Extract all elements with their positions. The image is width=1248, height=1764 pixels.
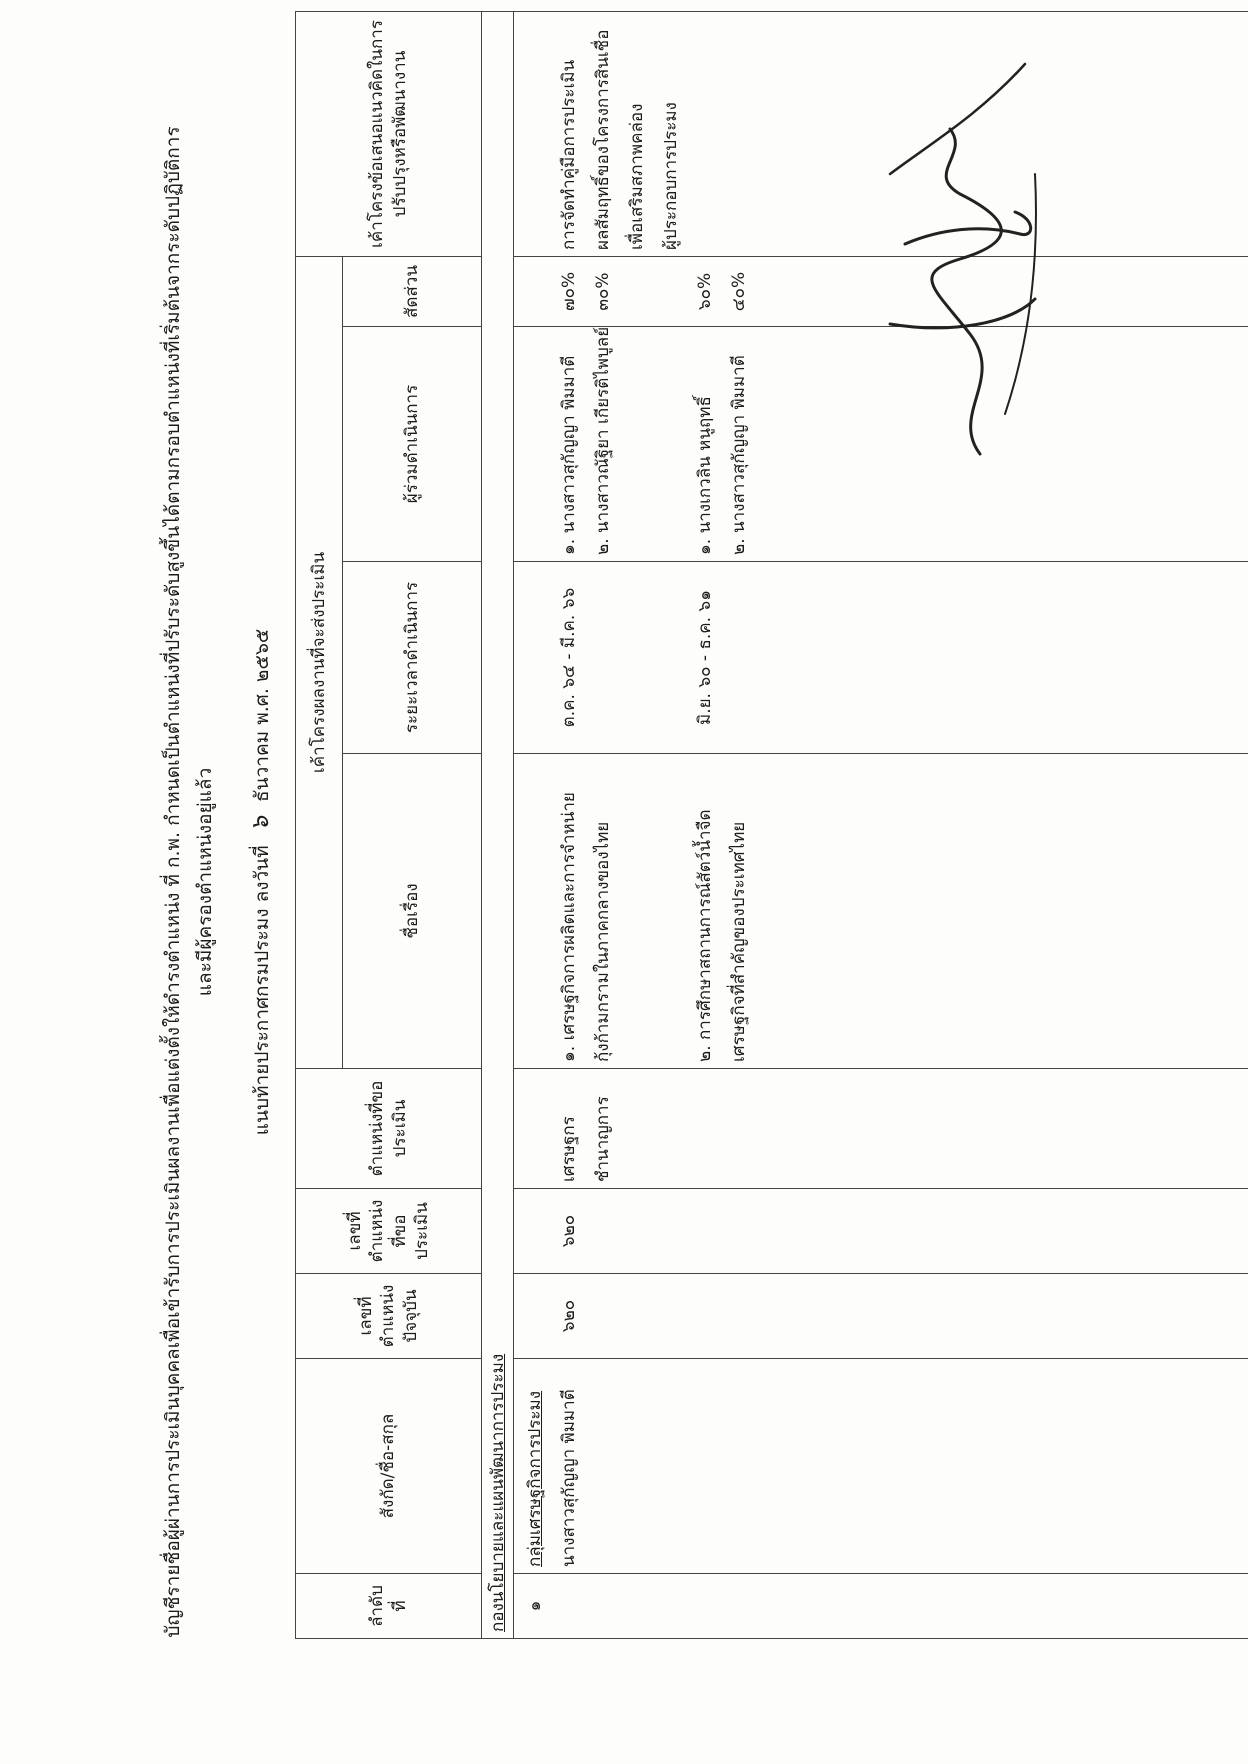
col-collaborators-header: ผู้ร่วมดำเนินการ [343,327,482,562]
work-1-proportion-2: ๓๐% [593,272,613,311]
work-1-title: ๑. เศรษฐกิจการผลิตและการจำหน่าย [559,792,579,1062]
col-proportion-header: สัดส่วน [343,257,482,327]
header-date-day: ๖ [246,816,274,832]
row-requested-position: เศรษฐกร ชำนาญการ [514,1069,1248,1189]
work-1-collaborator-1: ๑. นางสาวสุกัญญา พิมมาตี [559,355,579,555]
person-name: นางสาวสุกัญญา พิมมาตี [559,1389,579,1567]
row-requested-position-no: ๖๒๐ [514,1189,1248,1274]
work-1-collaborator-2: ๒. นางสาวณัฐิยา เกียรติไพบูลย์ [593,326,613,555]
col-requested-position-header: ตำแหน่งที่ขอประเมิน [296,1069,482,1189]
col-outline-group-header: เค้าโครงผลงานที่จะส่งประเมิน [296,257,343,1069]
division-name: กองนโยบายและแผนพัฒนาการประมง [488,1353,508,1632]
candidate-table [295,11,1248,1639]
row-name-cell [514,1359,1248,1574]
col-name-header: สังกัด/ชื่อ-สกุล [296,1359,482,1574]
header-line-1: บัญชีรายชื่อผู้ผ่านการประเมินบุคคลเพื่อเข้ารับการประเมินผลงานเพื่อแต่งตั้งให้ดำรงตำแหน่ง ที่ ก.พ. กำหนดเป็นตำแหน่งที่ปรับระดับสูงขึ้นได้ตามกรอบตำแหน่งที่เริ่มต้นจากระดับปฏิบัติการ [162,126,184,1638]
row-work-titles: ๑. เศรษฐกิจการผลิตและการจำหน่าย กุ้งก้ามกรามในภาคกลางของไทย ๒. การศึกษาสถานการณ์สัตว์น้ำจืด เศรษฐกิจที่สำคัญของประเทศไทย [514,754,1248,1069]
row-current-position-no: ๖๒๐ [514,1274,1248,1359]
work-1-proportion-1: ๗๐% [559,271,579,312]
header-date-suffix: ธันวาคม พ.ศ. ๒๕๖๕ [251,628,273,802]
work-2-proportion-1: ๖๐% [695,272,715,311]
header-line-3 [240,0,279,1764]
group-name: กลุ่มเศรษฐกิจการประมง [525,1390,545,1567]
header-date-prefix: แนบท้ายประกาศกรมประมง ลงวันที่ [251,845,273,1136]
division-row [482,12,514,1639]
row-work-periods [514,562,1248,754]
col-requested-position-no-header: เลขที่ตำแหน่งที่ขอประเมิน [296,1189,482,1274]
work-2-period: มิ.ย. ๖๐ - ธ.ค. ๖๑ [695,589,715,726]
work-1-period: ต.ค. ๖๔ - มี.ค. ๖๖ [559,587,579,728]
col-period-header: ระยะเวลาดำเนินการ [343,562,482,754]
row-proposal: การจัดทำคู่มือการประเมิน ผลสัมฤทธิ์ของโครงการสินเชื่อ เพื่อเสริมสภาพคล่อง ผู้ประกอบการประมง [514,12,1248,257]
col-current-position-no-header: เลขที่ตำแหน่งปัจจุบัน [296,1274,482,1359]
header-row-1 [296,12,343,1639]
work-2-collaborator-2: ๒. นางสาวสุกัญญา พิมมาตี [729,355,749,555]
work-2-proportion-2: ๔๐% [729,271,749,312]
work-2-title: ๒. การศึกษาสถานการณ์สัตว์น้ำจืด [695,809,715,1062]
col-order-header: ลำดับที่ [296,1574,482,1639]
row-order: ๑ [514,1574,1248,1639]
work-2-collaborator-1: ๑. นางเกวลิน หนูฤทธิ์ [695,396,715,555]
header-line-2: และมีผู้ครองตำแหน่งอยู่แล้ว [194,767,216,997]
handwritten-signature [830,54,1060,474]
col-title-header: ชื่อเรื่อง [343,754,482,1069]
col-proposal-header: เค้าโครงข้อเสนอแนวคิดในการปรับปรุงหรือพัฒนางาน [296,12,482,257]
